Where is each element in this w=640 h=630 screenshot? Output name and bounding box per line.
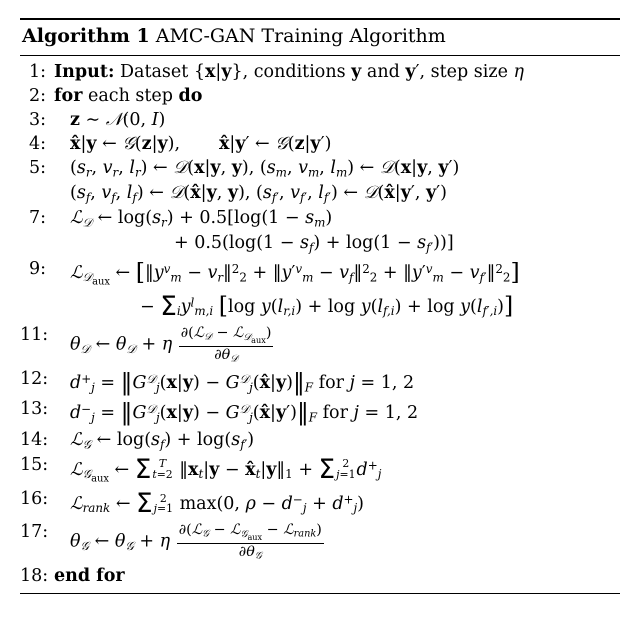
algorithm-line <box>20 61 620 85</box>
algorithm-line <box>20 257 620 291</box>
algorithm-title <box>20 20 620 55</box>
algorithm-block <box>20 18 620 594</box>
algorithm-line <box>20 398 620 429</box>
algorithm-line <box>20 133 620 157</box>
algorithm-line <box>20 182 620 207</box>
algorithm-line <box>20 207 620 232</box>
bottom-rule <box>20 593 620 594</box>
line-content: Input: Dataset {x|y}, conditions y and y′, step size η <box>54 62 525 83</box>
line-content: − $\Sigma_iy^l_{m,i}$ [log $y(l_{r,i}) + \log y(l_{f,i}) + \log y(l_{f',i})$] <box>140 291 514 323</box>
line-number: 9: <box>28 258 46 279</box>
algorithm-line <box>20 109 620 133</box>
algorithm-line <box>20 291 620 324</box>
line-content: end for <box>54 565 125 586</box>
line-number: 11: <box>20 325 49 346</box>
line-number: 4: <box>28 134 46 155</box>
algorithm-line <box>20 232 620 257</box>
line-content: $d^-_j$ = $‖G^𝒟_j(x|y)$ − $G^𝒟_j(x̂|y')‖_F$ for j = 1, 2 <box>70 398 419 427</box>
line-content: for each step do <box>54 86 203 107</box>
line-number: 5: <box>28 157 46 178</box>
line-content: ℒ$_{rank}$ ← Σ 2 j=1 max(0, $\rho - d^-_j + d^+_j$) <box>70 489 364 520</box>
algorithm-line <box>20 156 620 181</box>
line-content: ($s_r$, $v_r$, $l_r$) ← 𝒟(x|y, y), ($s_m$, $v_m$, $l_m$) ← 𝒟(x|y, y′) <box>70 157 460 180</box>
algorithm-line <box>20 428 620 453</box>
algorithm-line <box>20 453 620 487</box>
line-content: $d^+_j$ = $‖G^𝒟_j(x|y)$ − $G^𝒟_j(x̂|y)‖_F$ for j = 1, 2 <box>70 367 415 396</box>
line-content: + $0.5(\log(1 - s_f) + \log(1 - s_{f'}))$] <box>174 233 454 255</box>
line-number: 14: <box>20 429 49 450</box>
algorithm-line <box>20 85 620 109</box>
line-number: 16: <box>20 489 49 510</box>
algorithm-title-text: AMC-GAN Training Algorithm <box>155 25 446 47</box>
algorithm-lines <box>20 56 620 593</box>
algorithm-line <box>20 564 620 588</box>
line-number: 15: <box>20 454 49 475</box>
line-number: 13: <box>20 399 49 420</box>
algorithm-line <box>20 367 620 398</box>
line-number: 7: <box>28 208 46 229</box>
line-number: 2: <box>28 86 46 107</box>
line-content: $\theta_𝒟$ ← $\theta_𝒟 + \eta$ $\frac{\partial(ℒ_𝒟 - ℒ_{𝒟_{aux}})}{\partial\theta_𝒟}$ <box>70 325 272 365</box>
line-content: ℒ$_𝒟$ ← $\log(s_r) + 0.5[\log(1 - s_m)$ <box>70 208 333 230</box>
line-content: ($s_f$, $v_f$, $l_f$) ← 𝒟(x̂|y, y), ($s_{f'}$, $v_{f'}$, $l_{f'}$) ← 𝒟(x̂|y′, y′) <box>70 183 447 205</box>
line-content: z ∼ 𝒩(0, I) <box>70 110 166 131</box>
line-content: ℒ$_{𝒢_{aux}}$ ← Σ T t=2 $‖x_t|y$ − $x̂_t|y‖_1 + \Sigma$ 2 j=1 $d^+_j$ <box>70 454 382 485</box>
algorithm-line <box>20 324 620 367</box>
line-number: 12: <box>20 368 49 389</box>
line-number: 3: <box>28 110 46 131</box>
line-content: $\theta_𝒢$ ← $\theta_𝒢 + \eta$ $\frac{\partial(ℒ_𝒢 - ℒ_{𝒢_{aux}} - ℒ_{rank})}{\partial\theta_𝒢}$ <box>70 522 322 562</box>
algorithm-label: Algorithm 1 <box>22 25 150 47</box>
line-content: x̂|y ← 𝒢(z|y), x̂|y′ ← 𝒢(z|y′) <box>70 134 332 155</box>
algorithm-line <box>20 488 620 521</box>
line-number: 1: <box>28 62 46 83</box>
line-content: ℒ$_𝒢$ ← $\log(s_f) + \log(s_{f'})$ <box>70 429 255 451</box>
line-number: 18: <box>20 565 49 586</box>
line-number: 17: <box>20 522 49 543</box>
algorithm-line <box>20 521 620 564</box>
line-content: ℒ$_{𝒟_{aux}}$ ← [$‖y^v_m$ − $v_r‖^2_2$ + $‖y'^v_m$ − $v_f‖^2_2$ + $‖y'^v_m$ − $v_{f'}‖^2_2$] <box>70 257 520 288</box>
